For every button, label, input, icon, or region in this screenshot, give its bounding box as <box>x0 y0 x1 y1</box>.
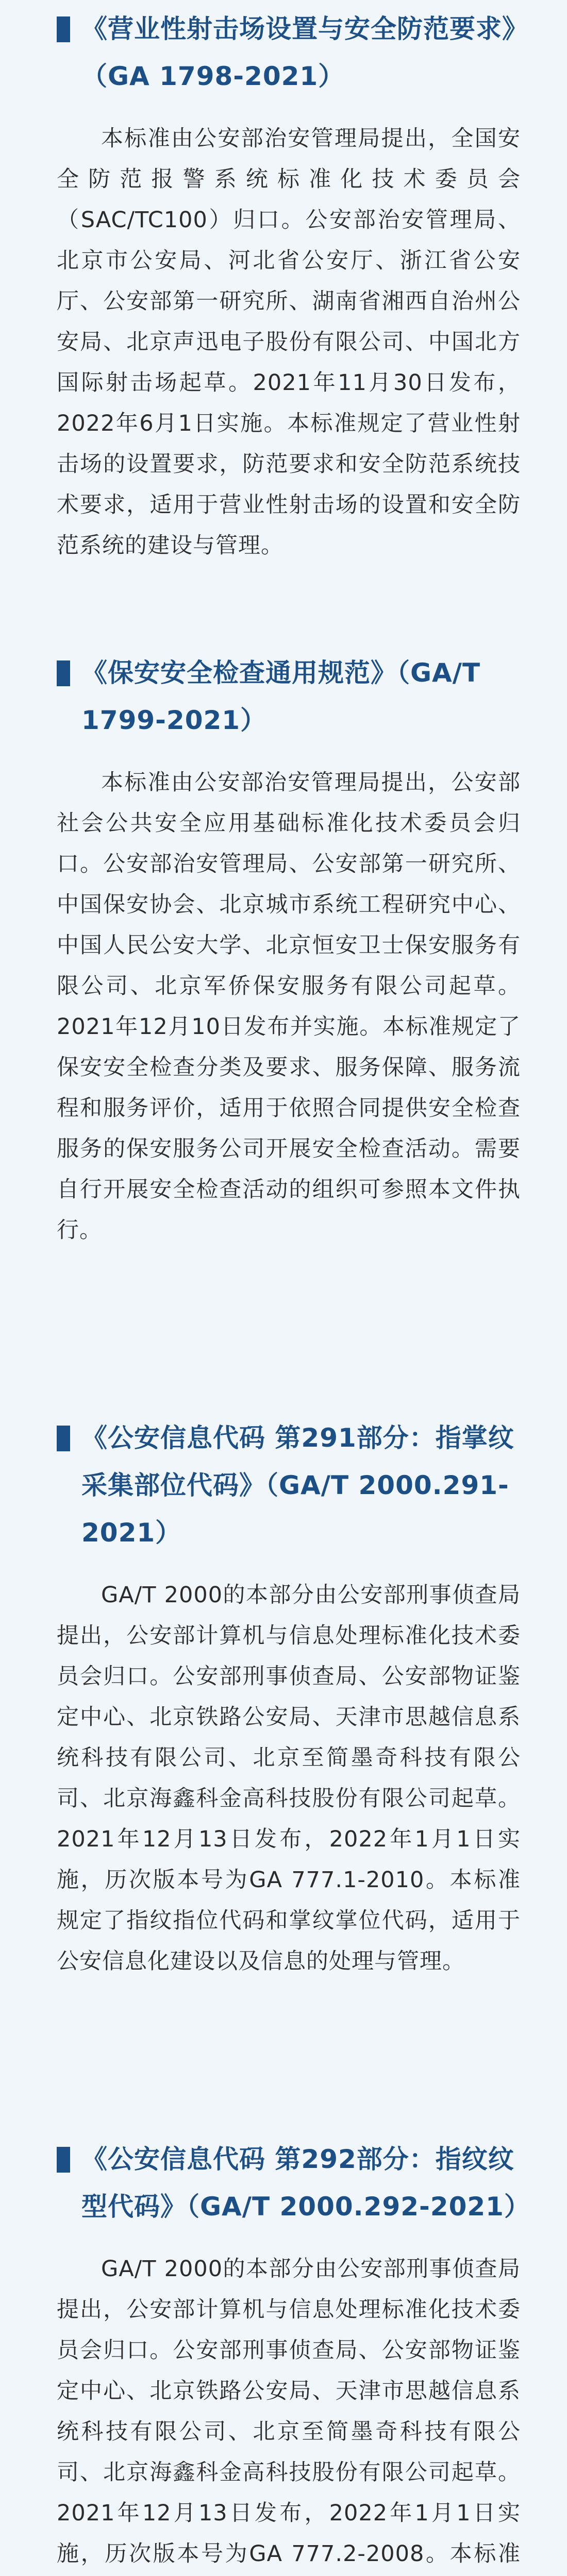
heading-marker-icon <box>57 660 70 686</box>
section-body: GA/T 2000的本部分由公安部刑事侦查局提出，公安部计算机与信息处理标准化技术委员会归口。公安部刑事侦查局、公安部物证鉴定中心、北京铁路公安局、天津市思越信息系统科技有限公司、北京至简墨奇科技有限公司、北京海鑫科金高科技股份有限公司起草。2021年12月13日发布，2022年1月1日实施，历次版本号为GA 777.2-2008。本标准 <box>57 2256 521 2567</box>
standard-section-1 <box>0 5 567 649</box>
section-body: GA/T 2000的本部分由公安部刑事侦查局提出，公安部计算机与信息处理标准化技术委员会归口。公安部刑事侦查局、公安部物证鉴定中心、北京铁路公安局、天津市思越信息系统科技有限公司、北京至简墨奇科技有限公司、北京海鑫科金高科技股份有限公司起草。2021年12月13日发布，2022年1月1日实施，历次版本号为GA 777.1-2010。本标准规定了指纹指位代码和掌纹掌位代码，适用于公安信息化建设以及信息的处理与管理。 <box>57 1582 521 1974</box>
section-body: 本标准由公安部治安管理局提出，公安部社会公共安全应用基础标准化技术委员会归口。公安部治安管理局、公安部第一研究所、中国保安协会、北京城市系统工程研究中心、中国人民公安大学、北京恒安卫士保安服务有限公司、北京军侨保安服务有限公司起草。2021年12月10日发布并实施。本标准规定了保安安全检查分类及要求、服务保障、服务流程和服务评价，适用于依照合同提供安全检查服务的保安服务公司开展安全检查活动。需要自行开展安全检查活动的组织可参照本文件执行。 <box>57 770 521 1243</box>
heading-marker-icon <box>57 1426 70 1451</box>
section-heading <box>0 1414 567 1556</box>
section-title: 《公安信息代码 第291部分：指掌纹采集部位代码》（GA/T 2000.291-2021） <box>81 1423 514 1548</box>
heading-marker-icon <box>57 2147 70 2173</box>
section-title: 《保安安全检查通用规范》（GA/T 1799-2021） <box>81 658 481 735</box>
standard-section-2 <box>0 649 567 1414</box>
section-heading <box>0 5 567 100</box>
section-body: 本标准由公安部治安管理局提出，全国安全防范报警系统标准化技术委员会（SAC/TC100）归口。公安部治安管理局、北京市公安局、河北省公安厅、浙江省公安厅、公安部第一研究所、湖南省湘西自治州公安局、北京声迅电子股份有限公司、中国北方国际射击场起草。2021年11月30日发布，2022年6月1日实施。本标准规定了营业性射击场的设置要求，防范要求和安全防范系统技术要求，适用于营业性射击场的设置和安全防范系统的建设与管理。 <box>57 126 521 558</box>
standard-section-3 <box>0 1414 567 2136</box>
section-heading <box>0 2136 567 2230</box>
section-title: 《营业性射击场设置与安全防范要求》（GA 1798-2021） <box>81 14 528 91</box>
section-title: 《公安信息代码 第292部分：指纹纹型代码》（GA/T 2000.292-2021） <box>81 2144 530 2222</box>
heading-marker-icon <box>57 16 70 42</box>
standard-section-4 <box>0 2136 567 2576</box>
section-heading <box>0 649 567 744</box>
